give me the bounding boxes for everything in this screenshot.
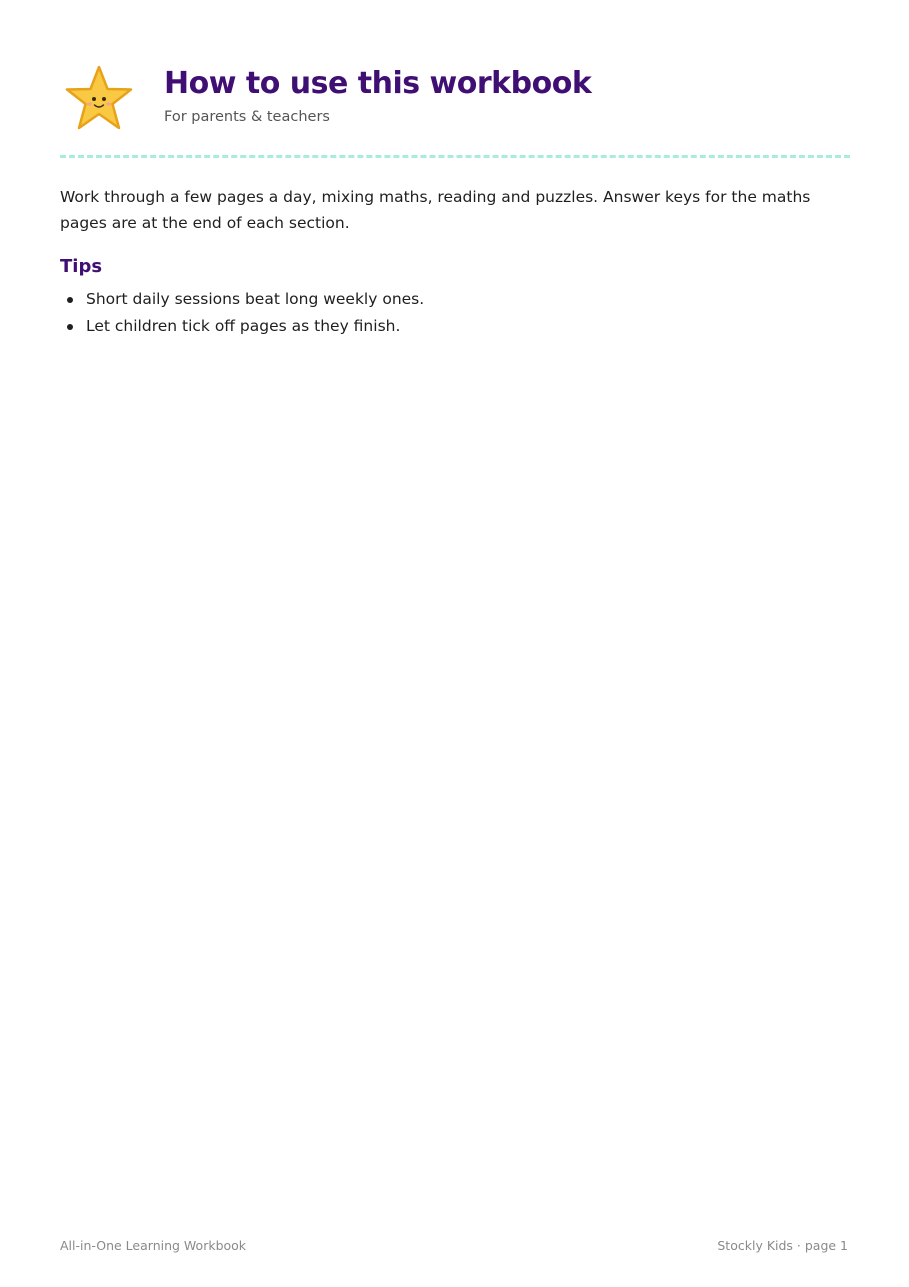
tips-heading: Tips xyxy=(60,256,103,277)
smiling-star-icon xyxy=(63,64,135,134)
tip-item xyxy=(60,313,424,340)
dashed-divider xyxy=(60,155,850,158)
tips-list xyxy=(60,286,424,340)
tip-text: Short daily sessions beat long weekly ones. xyxy=(86,290,425,308)
page-header xyxy=(60,62,850,142)
page-subtitle: For parents & teachers xyxy=(164,109,330,125)
tip-text: Let children tick off pages as they finish. xyxy=(86,317,401,335)
footer-workbook-title: All-in-One Learning Workbook xyxy=(60,1238,247,1253)
title-block xyxy=(164,62,591,128)
intro-paragraph: Work through a few pages a day, mixing maths, reading and puzzles. Answer keys for the maths pages are at the end of each section. xyxy=(60,188,811,232)
bullet-icon xyxy=(67,324,73,330)
bullet-icon xyxy=(67,297,73,303)
tip-item xyxy=(60,286,424,313)
page-title: How to use this workbook xyxy=(164,66,592,101)
footer-page-number: Stockly Kids · page 1 xyxy=(717,1238,848,1253)
